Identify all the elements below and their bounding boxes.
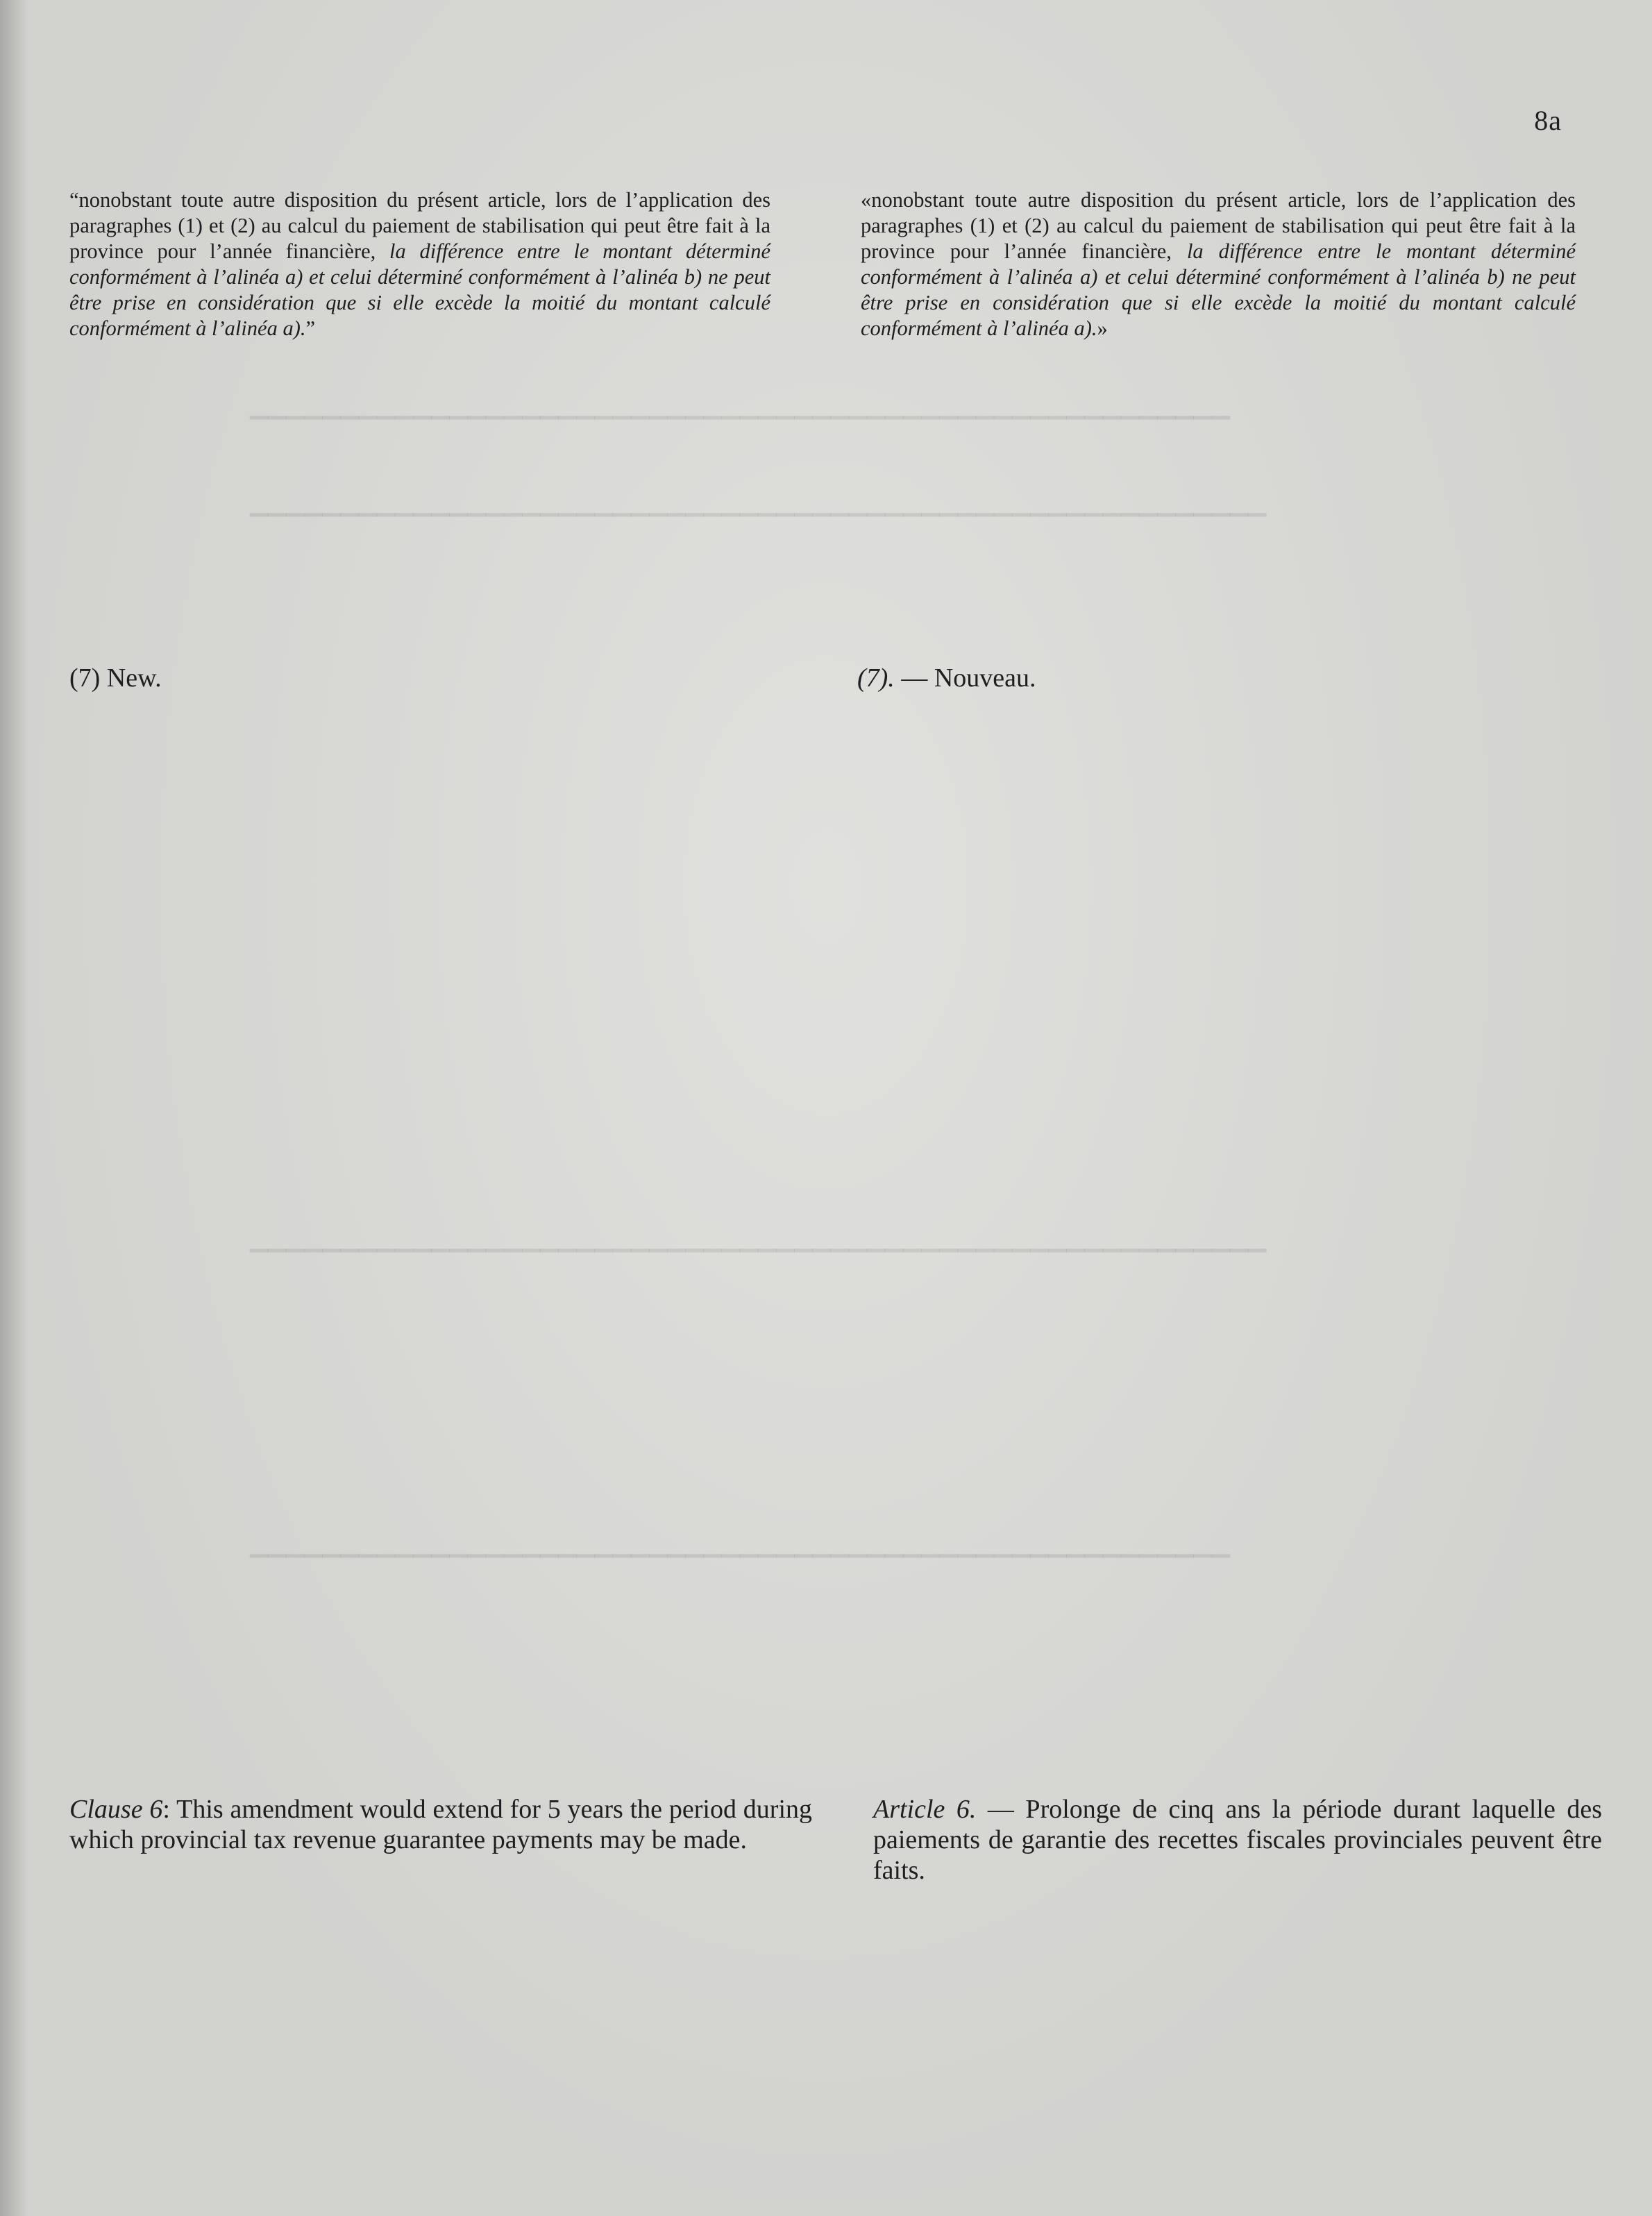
french-explanatory-note <box>873 1794 1602 1886</box>
french-quote-plain: «nonobstant toute autre disposition du présent article, lors de l’application des paragraphes (1) et (2) au calcul du paiement de stabilisation qui peut être fait à la province pour l’année financière, <box>861 188 1576 263</box>
bleed-through-texture: ▁▁▁▁▁▁▁▁▁▁▁▁▁▁▁▁▁▁▁▁▁▁▁▁▁▁▁▁▁▁▁▁▁▁▁▁▁▁▁▁▁▁▁▁▁▁▁▁▁▁▁▁▁▁▁▁ <box>250 1226 1267 1252</box>
english-quote-italic: la différence entre le montant déterminé conformément à l’alinéa a) et celui déterminé conformément à l’alinéa b) ne peut être prise en considération que si elle excède la moitié du montant calculé conformément à l’alinéa a). <box>69 239 770 340</box>
english-explanatory-text: : This amendment would extend for 5 years the period during which provincial tax revenue guarantee payments may be made. <box>69 1795 813 1854</box>
bleed-through-texture: ▁▁▁▁▁▁▁▁▁▁▁▁▁▁▁▁▁▁▁▁▁▁▁▁▁▁▁▁▁▁▁▁▁▁▁▁▁▁▁▁▁▁▁▁▁▁▁▁▁▁▁▁▁▁ <box>250 394 1230 419</box>
english-quoted-provision <box>69 187 770 341</box>
bleed-through-texture: ▁▁▁▁▁▁▁▁▁▁▁▁▁▁▁▁▁▁▁▁▁▁▁▁▁▁▁▁▁▁▁▁▁▁▁▁▁▁▁▁▁▁▁▁▁▁▁▁▁▁▁▁▁▁▁▁ <box>250 491 1267 516</box>
french-note-text: — Nouveau. <box>894 663 1036 693</box>
french-quote-italic: la différence entre le montant déterminé conformément à l’alinéa a) et celui déterminé conformément à l’alinéa b) ne peut être prise en considération que si elle excède la moitié du montant calculé conformément à l’alinéa a). <box>861 239 1576 340</box>
page-edge-shadow <box>0 0 28 2216</box>
french-quoted-provision <box>861 187 1576 341</box>
english-explanatory-note <box>69 1794 812 1855</box>
english-quote-plain: “nonobstant toute autre disposition du présent article, lors de l’application des paragraphes (1) et (2) au calcul du paiement de stabilisation qui peut être fait à la province pour l’année financière, <box>69 188 770 263</box>
page-number: 8a <box>1534 105 1562 136</box>
french-article-label: Article 6. <box>873 1795 977 1824</box>
bleed-through-texture: ▁▁▁▁▁▁▁▁▁▁▁▁▁▁▁▁▁▁▁▁▁▁▁▁▁▁▁▁▁▁▁▁▁▁▁▁▁▁▁▁▁▁▁▁▁▁▁▁▁▁▁▁▁▁ <box>250 1532 1230 1557</box>
french-subsection-note <box>857 663 1036 693</box>
french-note-number: (7). <box>857 663 895 693</box>
english-subsection-note: (7) New. <box>69 663 162 693</box>
french-quote-end: » <box>1097 316 1108 340</box>
french-explanatory-text: — Prolonge de cinq ans la période durant laquelle des paiements de garantie des recettes fiscales provinciales peuvent être faits. <box>873 1795 1603 1885</box>
english-clause-label: Clause 6 <box>69 1795 163 1824</box>
english-quote-end: ” <box>305 316 316 340</box>
